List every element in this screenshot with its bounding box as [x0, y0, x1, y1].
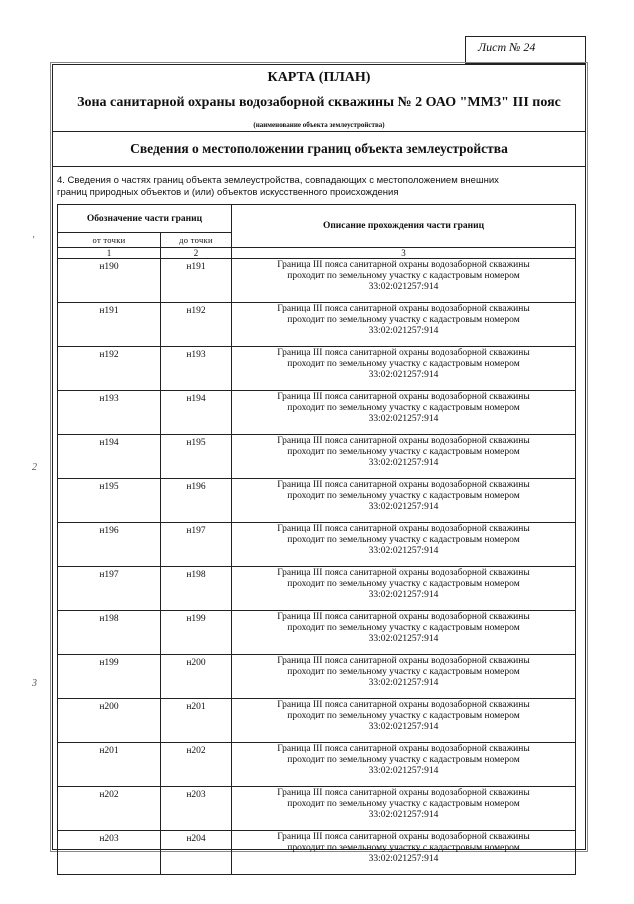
description-line: Граница III пояса санитарной охраны водозаборной скважины: [277, 304, 530, 314]
table-row: [58, 655, 576, 699]
table-row: [58, 787, 576, 831]
description-line: 33:02:021257:914: [368, 370, 439, 380]
description-line: Граница III пояса санитарной охраны водозаборной скважины: [277, 612, 530, 622]
boundary-description: [232, 567, 576, 611]
header-to-point: до точки: [161, 233, 232, 248]
to-point: н191: [161, 259, 232, 303]
description-line: проходит по земельному участку с кадастровым номером: [287, 667, 520, 677]
from-point: н192: [58, 347, 161, 391]
boundary-description: [232, 347, 576, 391]
description-line: проходит по земельному участку с кадастровым номером: [287, 315, 520, 325]
margin-mark: 3: [32, 678, 37, 689]
margin-mark: 2: [32, 462, 37, 473]
to-point: н193: [161, 347, 232, 391]
col-number: 3: [232, 248, 576, 259]
description-line: Граница III пояса санитарной охраны водозаборной скважины: [277, 392, 530, 402]
from-point: н191: [58, 303, 161, 347]
boundary-description: [232, 303, 576, 347]
description-line: проходит по земельному участку с кадастровым номером: [287, 623, 520, 633]
description-line: проходит по земельному участку с кадастровым номером: [287, 491, 520, 501]
margin-mark: ': [32, 235, 35, 246]
divider: [52, 131, 586, 132]
boundary-description: [232, 479, 576, 523]
table-row: [58, 831, 576, 875]
description-line: Граница III пояса санитарной охраны водозаборной скважины: [277, 524, 530, 534]
object-name: Зона санитарной охраны водозаборной скважины № 2 ОАО "ММЗ" III пояс: [77, 95, 561, 110]
description-line: 33:02:021257:914: [368, 722, 439, 732]
description-line: проходит по земельному участку с кадастровым номером: [287, 271, 520, 281]
object-name-caption: (наименование объекта землеустройства): [253, 121, 385, 129]
boundary-description: [232, 435, 576, 479]
boundary-description: [232, 787, 576, 831]
table-row: [58, 259, 576, 303]
from-point: н193: [58, 391, 161, 435]
boundary-table: [57, 204, 576, 875]
description-line: проходит по земельному участку с кадастровым номером: [287, 579, 520, 589]
map-title: КАРТА (ПЛАН): [267, 70, 371, 85]
from-point: н203: [58, 831, 161, 875]
table-row: [58, 743, 576, 787]
description-line: Граница III пояса санитарной охраны водозаборной скважины: [277, 700, 530, 710]
header-from-point: от точки: [58, 233, 161, 248]
table-row: [58, 699, 576, 743]
header-description: Описание прохождения части границ: [232, 205, 576, 248]
description-line: 33:02:021257:914: [368, 810, 439, 820]
description-line: 33:02:021257:914: [368, 502, 439, 512]
description-line: Граница III пояса санитарной охраны водозаборной скважины: [277, 832, 530, 842]
from-point: н194: [58, 435, 161, 479]
description-line: Граница III пояса санитарной охраны водозаборной скважины: [277, 480, 530, 490]
description-line: 33:02:021257:914: [368, 458, 439, 468]
description-line: Граница III пояса санитарной охраны водозаборной скважины: [277, 656, 530, 666]
description-line: 33:02:021257:914: [368, 414, 439, 424]
boundary-description: [232, 831, 576, 875]
to-point: н204: [161, 831, 232, 875]
boundary-description: [232, 391, 576, 435]
description-line: Граница III пояса санитарной охраны водозаборной скважины: [277, 744, 530, 754]
description-line: проходит по земельному участку с кадастровым номером: [287, 755, 520, 765]
sheet-number: Лист № 24: [478, 40, 536, 54]
section-note-line: границ природных объектов и (или) объектов искусственного происхождения: [57, 187, 399, 198]
description-line: Граница III пояса санитарной охраны водозаборной скважины: [277, 568, 530, 578]
table-body: [58, 259, 576, 875]
table-row: [58, 479, 576, 523]
description-line: проходит по земельному участку с кадастровым номером: [287, 359, 520, 369]
section-note: [57, 175, 577, 199]
table-row: [58, 391, 576, 435]
to-point: н198: [161, 567, 232, 611]
boundary-description: [232, 655, 576, 699]
header-part: Обозначение части границ: [58, 205, 232, 233]
table-row: [58, 435, 576, 479]
table-row: [58, 567, 576, 611]
to-point: н194: [161, 391, 232, 435]
description-line: проходит по земельному участку с кадастровым номером: [287, 535, 520, 545]
from-point: н190: [58, 259, 161, 303]
section-note-line: 4. Сведения о частях границ объекта землеустройства, совпадающих с местоположением внешних: [57, 175, 499, 186]
description-line: 33:02:021257:914: [368, 854, 439, 864]
description-line: проходит по земельному участку с кадастровым номером: [287, 843, 520, 853]
to-point: н196: [161, 479, 232, 523]
description-line: проходит по земельному участку с кадастровым номером: [287, 447, 520, 457]
to-point: н203: [161, 787, 232, 831]
from-point: н196: [58, 523, 161, 567]
boundary-description: [232, 699, 576, 743]
description-line: Граница III пояса санитарной охраны водозаборной скважины: [277, 260, 530, 270]
to-point: н200: [161, 655, 232, 699]
description-line: 33:02:021257:914: [368, 678, 439, 688]
table-row: [58, 347, 576, 391]
to-point: н192: [161, 303, 232, 347]
description-line: 33:02:021257:914: [368, 546, 439, 556]
description-line: 33:02:021257:914: [368, 282, 439, 292]
description-line: проходит по земельному участку с кадастровым номером: [287, 799, 520, 809]
from-point: н200: [58, 699, 161, 743]
from-point: н195: [58, 479, 161, 523]
section-title: Сведения о местоположении границ объекта землеустройства: [130, 141, 508, 156]
col-number: 2: [161, 248, 232, 259]
boundary-description: [232, 743, 576, 787]
to-point: н199: [161, 611, 232, 655]
boundary-description: [232, 259, 576, 303]
description-line: 33:02:021257:914: [368, 766, 439, 776]
description-line: Граница III пояса санитарной охраны водозаборной скважины: [277, 436, 530, 446]
boundary-description: [232, 611, 576, 655]
table-row: [58, 303, 576, 347]
to-point: н201: [161, 699, 232, 743]
from-point: н198: [58, 611, 161, 655]
table-row: [58, 523, 576, 567]
to-point: н197: [161, 523, 232, 567]
boundary-description: [232, 523, 576, 567]
description-line: Граница III пояса санитарной охраны водозаборной скважины: [277, 348, 530, 358]
from-point: н201: [58, 743, 161, 787]
to-point: н202: [161, 743, 232, 787]
from-point: н202: [58, 787, 161, 831]
description-line: проходит по земельному участку с кадастровым номером: [287, 711, 520, 721]
description-line: 33:02:021257:914: [368, 590, 439, 600]
to-point: н195: [161, 435, 232, 479]
from-point: н197: [58, 567, 161, 611]
col-number: 1: [58, 248, 161, 259]
description-line: Граница III пояса санитарной охраны водозаборной скважины: [277, 788, 530, 798]
table-row: [58, 611, 576, 655]
description-line: проходит по земельному участку с кадастровым номером: [287, 403, 520, 413]
description-line: 33:02:021257:914: [368, 634, 439, 644]
description-line: 33:02:021257:914: [368, 326, 439, 336]
from-point: н199: [58, 655, 161, 699]
divider: [52, 166, 586, 167]
